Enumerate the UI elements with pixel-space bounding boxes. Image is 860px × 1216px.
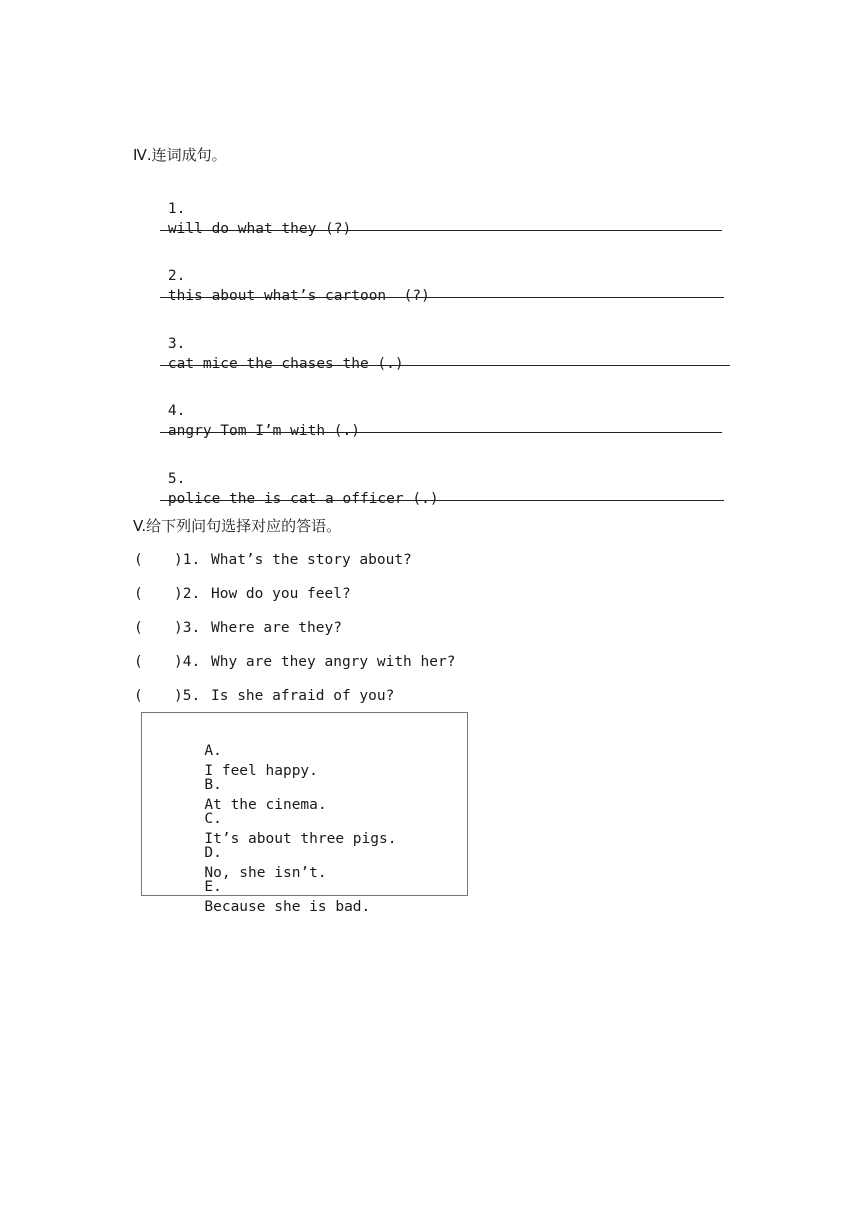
option-text: At the cinema. — [204, 797, 327, 813]
question-number: )2. — [174, 586, 201, 602]
section-4-heading: Ⅳ.连词成句。 — [133, 146, 227, 164]
answer-blank-open[interactable]: ( — [134, 586, 143, 602]
scrambled-words: police the is cat a officer (.) — [167, 491, 439, 507]
answer-blank-open[interactable]: ( — [134, 620, 143, 636]
scrambled-words: angry Tom I’m with (.) — [167, 423, 360, 439]
scrambled-words: cat mice the chases the (.) — [167, 356, 404, 372]
item-number: 2. — [167, 268, 186, 284]
item-number: 3. — [167, 336, 186, 352]
answer-line-5[interactable] — [160, 500, 724, 501]
option-text: I feel happy. — [204, 763, 318, 779]
option-text: It’s about three pigs. — [204, 831, 397, 847]
item-number: 4. — [167, 403, 186, 419]
option-text: No, she isn’t. — [204, 865, 327, 881]
answer-blank-open[interactable]: ( — [134, 654, 143, 670]
question-text: How do you feel? — [211, 586, 351, 602]
question-text: What’s the story about? — [211, 552, 412, 568]
question-text: Where are they? — [211, 620, 342, 636]
answer-blank-open[interactable]: ( — [134, 552, 143, 568]
item-number: 5. — [167, 471, 186, 487]
question-number: )3. — [174, 620, 201, 636]
option-letter: C. — [204, 811, 222, 827]
option-text: Because she is bad. — [204, 899, 371, 915]
option-e — [152, 857, 370, 937]
option-letter: E. — [204, 879, 222, 895]
option-letter: D. — [204, 845, 222, 861]
answer-options-box — [141, 712, 468, 915]
question-text: Is she afraid of you? — [211, 688, 395, 704]
question-number: )1. — [174, 552, 201, 568]
option-letter: A. — [204, 743, 222, 759]
question-number: )5. — [174, 688, 201, 704]
answer-line-1[interactable] — [160, 230, 722, 231]
answer-line-4[interactable] — [160, 432, 722, 433]
question-number: )4. — [174, 654, 201, 670]
section-5-heading: V.给下列问句选择对应的答语。 — [133, 517, 342, 535]
scrambled-words: will do what they (?) — [167, 221, 352, 237]
item-number: 1. — [167, 201, 186, 217]
answer-line-3[interactable] — [160, 365, 730, 366]
answer-blank-open[interactable]: ( — [134, 688, 143, 704]
answer-line-2[interactable] — [160, 297, 724, 298]
scrambled-words: this about what’s cartoon (?) — [167, 288, 430, 304]
question-text: Why are they angry with her? — [211, 654, 456, 670]
option-letter: B. — [204, 777, 222, 793]
